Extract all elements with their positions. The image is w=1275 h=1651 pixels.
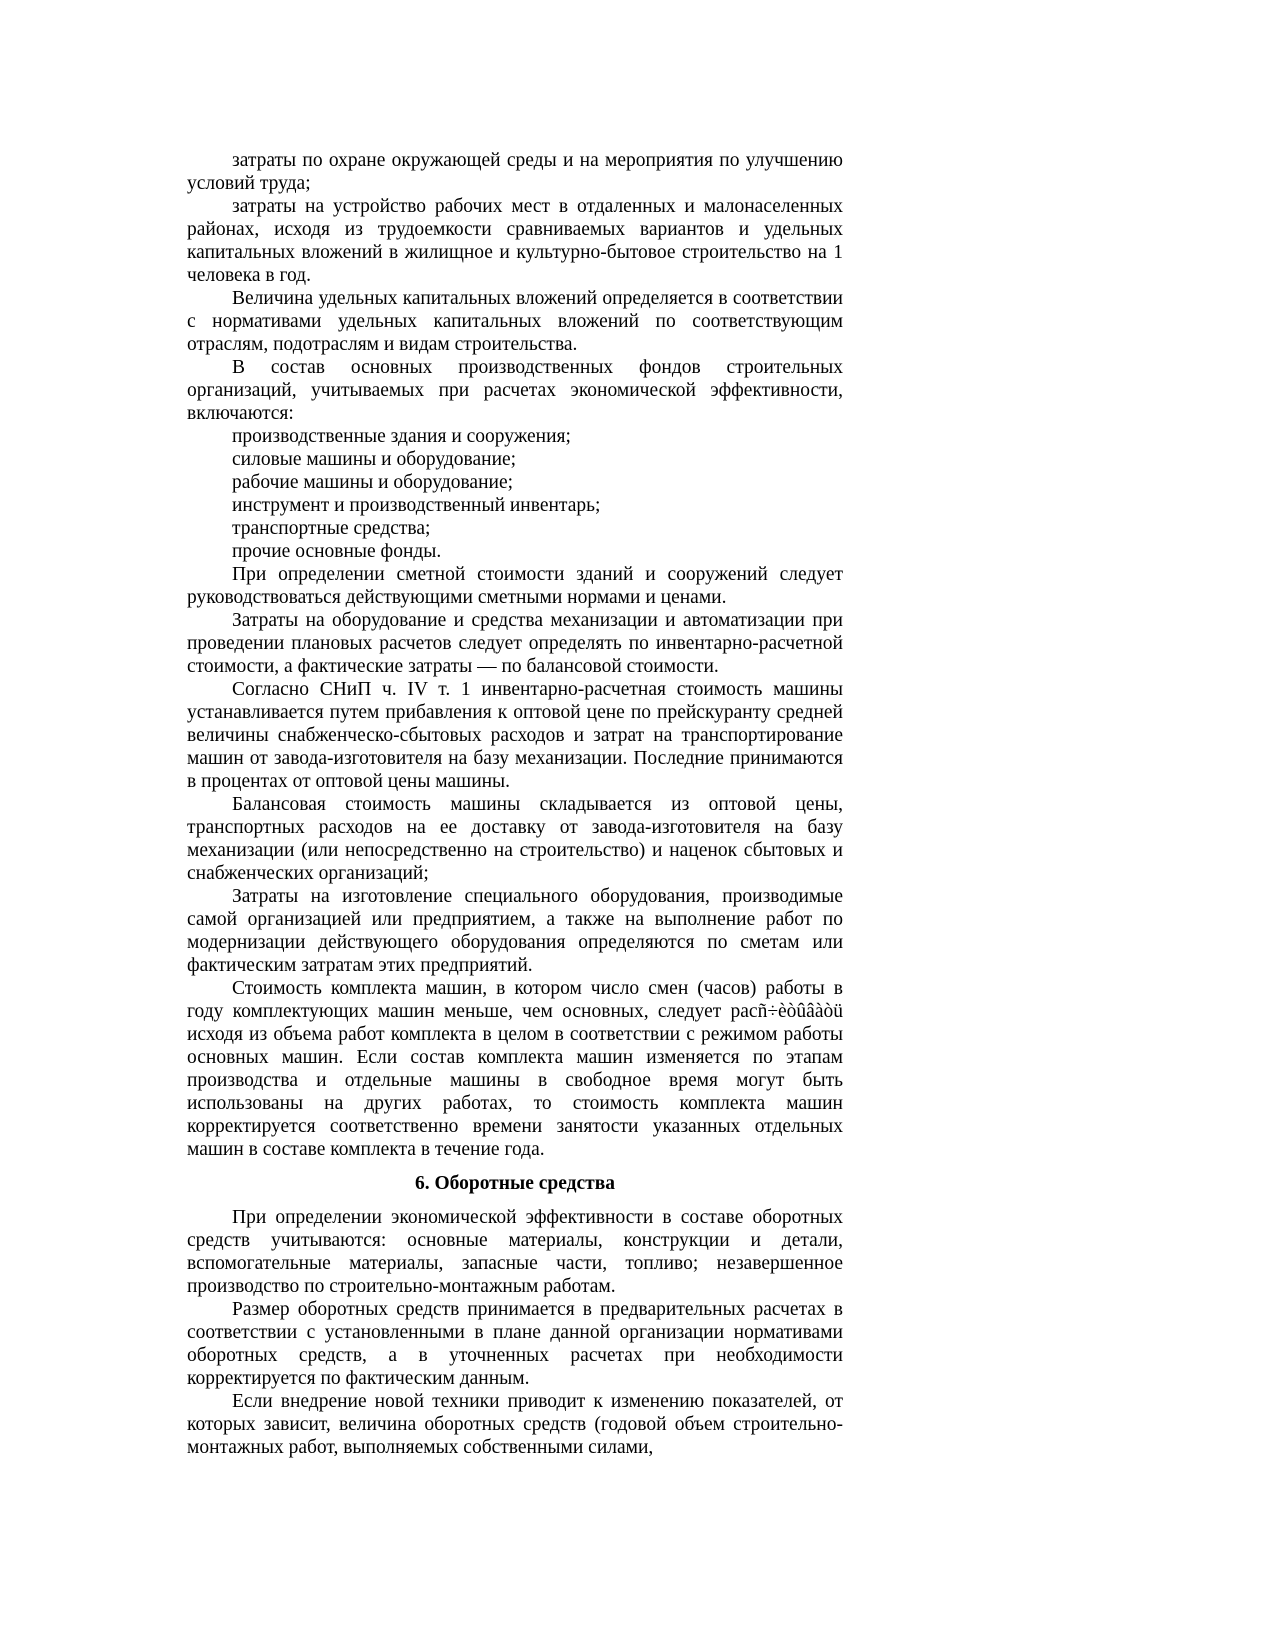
list-item: прочие основные фонды. (232, 541, 442, 562)
paragraph: Затраты на изготовление специального оборудования, производимые самой организацией или предприятием, а также на выполнение работ по модернизации действующего оборудования определяются по сметам или фактическим затратам этих предприятий. (187, 886, 843, 976)
paragraph: Стоимость комплекта машин, в котором число смен (часов) работы в году комплектующих машин меньше, чем основных, следует расñ÷èòûâàòü исходя из объема работ комплекта в целом в соответствии с режимом работы основных машин. Если состав комплекта машин изменяется по этапам производства и отдельные машины в свободное время могут быть использованы на других работах, то стоимость комплекта машин корректируется соответственно времени занятости указанных отдельных машин в составе комплекта в течение года. (187, 978, 843, 1160)
paragraph: Балансовая стоимость машины складывается из оптовой цены, транспортных расходов на ее доставку от завода-изготовителя на базу механизации (или непосредственно на строительство) и наценок сбытовых и снабженческих организаций; (187, 794, 843, 884)
list-item: инструмент и производственный инвентарь; (232, 495, 601, 516)
paragraph: Если внедрение новой техники приводит к изменению показателей, от которых зависит, величина оборотных средств (годовой объем строительно-монтажных работ, выполняемых собственными силами, (187, 1391, 843, 1458)
paragraph: Согласно СНиП ч. IV т. 1 инвентарно-расчетная стоимость машины устанавливается путем прибавления к оптовой цене по прейскуранту средней величины снабженческо-сбытовых расходов и затрат на транспортирование машин от завода-изготовителя на базу механизации. Последние принимаются в процентах от оптовой цены машины. (187, 679, 843, 792)
paragraph: В состав основных производственных фондов строительных организаций, учитываемых при расчетах экономической эффективности, включаются: (187, 357, 843, 424)
list-item: производственные здания и сооружения; (232, 426, 571, 447)
section-heading: 6. Оборотные средства (414, 1173, 616, 1194)
paragraph: Величина удельных капитальных вложений определяется в соответствии с нормативами удельных капитальных вложений по соответствующим отраслям, подотраслям и видам строительства. (187, 288, 843, 355)
list-item: рабочие машины и оборудование; (232, 472, 514, 493)
paragraph: затраты на устройство рабочих мест в отдаленных и малонаселенных районах, исходя из трудоемкости сравниваемых вариантов и удельных капитальных вложений в жилищное и культурно-бытовое строительство на 1 человека в год. (187, 196, 843, 286)
paragraph: Размер оборотных средств принимается в предварительных расчетах в соответствии с установленными в плане данной организации нормативами оборотных средств, а в уточненных расчетах при необходимости корректируется по фактическим данным. (187, 1299, 843, 1389)
paragraph: затраты по охране окружающей среды и на мероприятия по улучшению условий труда; (187, 150, 843, 194)
paragraph: При определении сметной стоимости зданий и сооружений следует руководствоваться действующими сметными нормами и ценами. (187, 564, 843, 608)
fixed-assets-list (187, 425, 843, 563)
list-item: силовые машины и оборудование; (232, 449, 517, 470)
paragraph: Затраты на оборудование и средства механизации и автоматизации при проведении плановых расчетов следует определять по инвентарно-расчетной стоимости, а фактические затраты — по балансовой стоимости. (187, 610, 843, 677)
paragraph: При определении экономической эффективности в составе оборотных средств учитываются: основные материалы, конструкции и детали, вспомогательные материалы, запасные части, топливо; незавершенное производство по строительно-монтажным работам. (187, 1207, 843, 1297)
list-item: транспортные средства; (232, 518, 431, 539)
document-page (187, 149, 843, 1459)
